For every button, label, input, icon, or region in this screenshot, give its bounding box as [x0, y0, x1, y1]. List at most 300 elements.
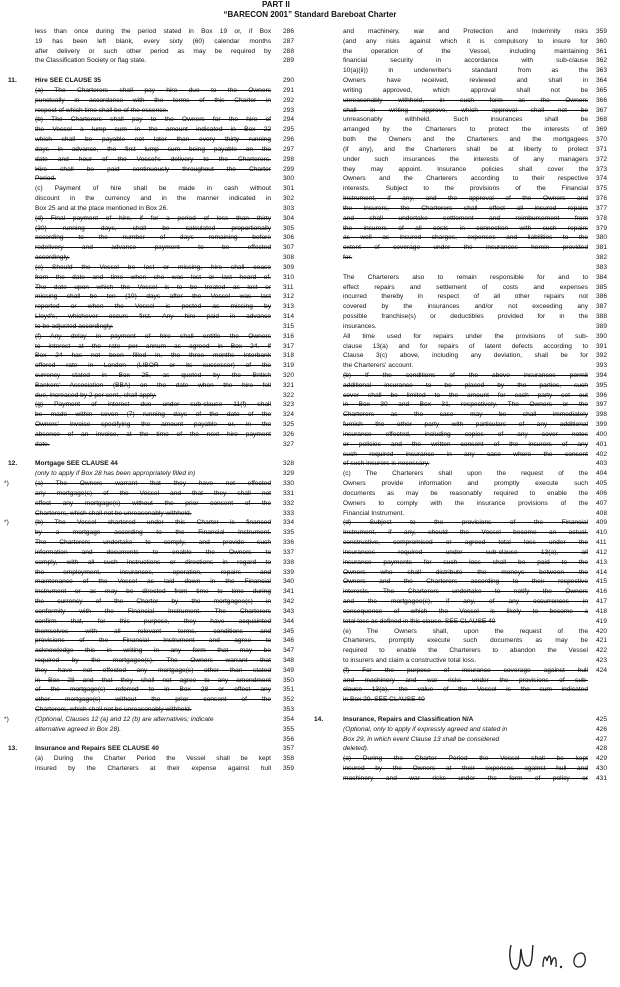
- line-number: 377: [596, 204, 608, 212]
- line-number: 314: [283, 313, 295, 321]
- clause-line: [313, 361, 620, 371]
- line-number: 429: [596, 755, 608, 763]
- line-number: 391: [596, 342, 608, 350]
- clause-text: The Charterers undertake to comply, and provide such: [35, 539, 271, 547]
- line-number: 400: [596, 430, 608, 438]
- clause-line: [4, 666, 310, 676]
- line-number: 375: [596, 185, 608, 193]
- line-number: 345: [283, 627, 295, 635]
- line-number: 419: [596, 617, 608, 625]
- line-number: 384: [596, 273, 608, 281]
- line-number: 303: [283, 204, 295, 212]
- line-number: 315: [283, 322, 295, 330]
- clause-line: [4, 96, 310, 106]
- line-number: 380: [596, 234, 608, 242]
- clause-text: Financial Instrument.: [343, 509, 405, 517]
- clause-text: Box 24 has not been filled in, the three months Interbank: [35, 352, 271, 360]
- clause-line: [4, 676, 310, 686]
- clause-line: [313, 283, 620, 293]
- line-number: 390: [596, 332, 608, 340]
- clause-text: confirm that, for this purpose, they have acquainted: [35, 617, 271, 625]
- clause-text: additional insurance to be placed by the parties, such: [343, 381, 588, 389]
- line-number: 290: [283, 77, 295, 85]
- line-number: 340: [283, 578, 295, 586]
- clause-line: [313, 302, 620, 312]
- clause-text: of the mortgage(s) referred to in Box 28 or effect any: [35, 686, 271, 694]
- clause-text: (a) During the Charter Period the Vessel shall be kept: [343, 755, 588, 763]
- clause-text: less than once during the period stated in Box 19 or, if Box: [35, 28, 271, 35]
- alternative-marker: *): [4, 480, 9, 488]
- line-number: 353: [283, 706, 295, 714]
- line-number: 399: [596, 421, 608, 429]
- line-number: 376: [596, 195, 608, 203]
- clause-text: Instrument, if any, should the Vessel become an actual,: [343, 529, 588, 537]
- clause-text: discount in the currency and in the manner indicated in: [35, 195, 271, 203]
- clause-text: Bankers' Association (BBA) on the date when the hire fell: [35, 381, 271, 389]
- clause-text: to interest at the rate per annum as agreed in Box 24. If: [35, 342, 271, 350]
- left-column: [4, 27, 310, 774]
- line-number: 387: [596, 303, 608, 311]
- line-number: 392: [596, 352, 608, 360]
- clause-text: (d) Final payment of hire, if for a period of less than thirty: [35, 214, 271, 222]
- clause-heading: Mortgage SEE CLAUSE 44: [35, 460, 118, 468]
- clause-number: 14.: [314, 715, 324, 723]
- clause-text: offered rate in London (LIBOR or its successor) of the: [35, 362, 271, 370]
- line-number: 386: [596, 293, 608, 301]
- clause-text: (e) Should the Vessel be lost or missing, hire shall cease: [35, 263, 271, 271]
- clause-line: [4, 587, 310, 597]
- clause-line: [4, 174, 310, 184]
- line-number: 324: [283, 411, 295, 419]
- line-number: 362: [596, 57, 608, 65]
- line-number: 329: [283, 470, 295, 478]
- line-number: 358: [283, 755, 295, 763]
- clause-line: [313, 548, 620, 558]
- clause-line: [313, 459, 620, 469]
- clause-text: accordingly.: [35, 254, 70, 262]
- clause-line: [313, 253, 620, 263]
- line-number: 337: [283, 548, 295, 556]
- clause-text: extent of coverage under the insurances herein provided: [343, 244, 588, 252]
- clause-line: [313, 76, 620, 86]
- clause-text: days in advance, the first lump sum being payable on the: [35, 145, 271, 153]
- clause-line: [313, 155, 620, 165]
- clause-line: [313, 568, 620, 578]
- line-number: 396: [596, 391, 608, 399]
- line-number: 352: [283, 696, 295, 704]
- clause-line: [313, 440, 620, 450]
- clause-text: in Box 28 and that they shall not agree to any amendment: [35, 676, 271, 684]
- line-number: 430: [596, 765, 608, 773]
- clause-text: Charterers as the case may be shall immediately: [343, 411, 588, 419]
- clause-text: Owners to comply with the insurance provisions of the: [343, 499, 588, 507]
- clause-line: [313, 764, 620, 774]
- clause-text: and the mortgagee(s), if any, of any occurrences in: [343, 598, 588, 606]
- line-number: 374: [596, 175, 608, 183]
- clause-text: consequence of which the Vessel is likely to become a: [343, 607, 588, 615]
- clause-text: (f) Any delay in payment of hire shall entitle the Owners: [35, 332, 271, 340]
- clause-line: [4, 440, 310, 450]
- clause-line: [4, 430, 310, 440]
- line-number: 351: [283, 686, 295, 694]
- clause-line: [313, 774, 620, 784]
- clause-text: and machinery and war risks under the provisions of sub-: [343, 676, 588, 684]
- clause-text: clause 13(a) and for repairs of latent defects according to: [343, 342, 588, 350]
- clause-text: the insurers, the Charterers shall effect all insured repairs: [343, 204, 588, 212]
- clause-text: according to the number of days remaining before: [35, 234, 271, 242]
- clause-line: [4, 597, 310, 607]
- clause-text: incurred thereby in respect of all other repairs not: [343, 293, 588, 301]
- line-number: 382: [596, 254, 608, 262]
- line-number: 402: [596, 450, 608, 458]
- line-number: 320: [283, 371, 295, 379]
- line-number: 427: [596, 735, 608, 743]
- clause-text: 10(a)(ii)) in underwriter's standard from as the: [343, 67, 588, 75]
- clause-text: redelivery and advance payment to be effected: [35, 244, 271, 252]
- clause-heading: Hire SEE CLAUSE 35: [35, 77, 101, 85]
- line-number: 409: [596, 519, 608, 527]
- clause-text: conformity with the Financial Instrument. The Charterers: [35, 607, 271, 615]
- clause-line: [4, 577, 310, 587]
- clause-line: [4, 312, 310, 322]
- clause-text: The date upon which the Vessel is to be treated as lost or: [35, 283, 271, 291]
- line-number: 319: [283, 362, 295, 370]
- line-number: 348: [283, 657, 295, 664]
- clause-line: [4, 361, 310, 371]
- clause-text: All time used for repairs under the provisions of sub-: [343, 332, 588, 340]
- clause-line: [4, 332, 310, 342]
- clause-text: (only to apply if Box 28 has been appropriately filled in): [35, 470, 196, 478]
- clause-text: covered by the insurances and/or not exceeding any: [343, 303, 588, 311]
- line-number: 338: [283, 558, 295, 566]
- clause-number: 11.: [8, 77, 17, 85]
- clause-text: shall in writing approve, which approval shall not be: [343, 106, 588, 114]
- clause-text: they have not effected any mortgage(s) other than stated: [35, 666, 271, 674]
- clause-text: financial security in accordance with sub-clause: [343, 57, 588, 65]
- clause-text: Charterers, which shall not be unreasonably withheld.: [35, 706, 192, 714]
- line-number: 318: [283, 352, 295, 360]
- clause-text: Owners' invoice specifying the amount payable or, in the: [35, 421, 271, 429]
- clause-text: comply, with all such instructions or directions in regard to: [35, 558, 271, 566]
- clause-line: [313, 695, 620, 705]
- clause-text: Period.: [35, 175, 56, 183]
- clause-line: [313, 617, 620, 627]
- line-number: 292: [283, 96, 295, 104]
- clause-text: Lloyd's, whichever occurs first. Any hire paid in advance: [35, 313, 271, 321]
- clause-line: [313, 528, 620, 538]
- clause-text: provisions of the Financial Instrument and agree to: [35, 637, 271, 645]
- clause-line: [4, 754, 310, 764]
- line-number: 334: [283, 519, 295, 527]
- clause-line: [4, 263, 310, 273]
- clause-line: [313, 115, 620, 125]
- clause-line: [313, 145, 620, 155]
- line-number: 363: [596, 67, 608, 75]
- clause-line: [313, 518, 620, 528]
- clause-text: reported or when the Vessel is posted as missing by: [35, 303, 271, 311]
- line-number: 418: [596, 607, 608, 615]
- clause-text: constructive, compromised or agreed total loss under the: [343, 539, 588, 547]
- clause-text: the insurers of all costs in connection with such repairs: [343, 224, 588, 232]
- line-number: 305: [283, 224, 295, 232]
- clause-text: effect repairs and settlement of costs and expenses: [343, 283, 588, 291]
- clause-line: [4, 204, 310, 214]
- clause-line: [4, 558, 310, 568]
- line-number: 379: [596, 224, 608, 232]
- clause-line: [4, 135, 310, 145]
- clause-text: Hire shall be paid continuously throughout the Charter: [35, 165, 271, 173]
- clause-line: [313, 636, 620, 646]
- clause-line: [4, 656, 310, 666]
- clause-text: they may appoint. Insurance policies shall cover the: [343, 165, 588, 173]
- clause-text: total loss as defined in this clause. SEE CLAUSE 40: [343, 617, 496, 625]
- clause-line: [4, 568, 310, 578]
- clause-text: Charterers, which shall not be unreasonably withheld.: [35, 509, 192, 517]
- clause-text: punctually in accordance with the terms of this Charter in: [35, 96, 271, 104]
- part-label: PART II: [262, 0, 290, 9]
- clause-line: [4, 646, 310, 656]
- clause-line: [313, 47, 620, 57]
- line-number: 339: [283, 568, 295, 576]
- clause-line: [313, 499, 620, 509]
- clause-text: 19 has been left blank, every sixty (60) calendar months: [35, 37, 271, 45]
- line-number: 389: [596, 322, 608, 330]
- clause-text: insurances.: [343, 322, 377, 330]
- line-number: 406: [596, 489, 608, 497]
- clause-text: deleted).: [343, 745, 369, 753]
- line-number: 415: [596, 578, 608, 586]
- clause-line: [313, 420, 620, 430]
- clause-text: acknowledge this in writing in any form that may be: [35, 647, 271, 655]
- page-header: [0, 0, 620, 20]
- clause-line: [4, 764, 310, 774]
- clause-text: (g) Payment of interest due under sub-clause 11(f) shall: [35, 401, 271, 409]
- clause-line: [313, 312, 620, 322]
- clause-line: [313, 558, 620, 568]
- clause-line: [4, 292, 310, 302]
- clause-line: [313, 479, 620, 489]
- line-number: 349: [283, 666, 295, 674]
- clause-text: The Charterers also to remain responsible for and to: [343, 273, 588, 281]
- clause-text: (d) Subject to the provisions of the Financial: [343, 519, 588, 527]
- line-number: 286: [283, 28, 295, 35]
- line-number: 300: [283, 175, 295, 183]
- line-number: 288: [283, 47, 295, 55]
- clause-line: [4, 322, 310, 332]
- line-number: 372: [596, 155, 608, 163]
- line-number: 341: [283, 588, 295, 596]
- clause-line: [313, 597, 620, 607]
- clause-line: [4, 469, 310, 479]
- clause-line: [313, 342, 620, 352]
- clause-line: [4, 617, 310, 627]
- clause-line: [313, 656, 620, 666]
- clause-line: [313, 86, 620, 96]
- clause-text: Instrument, if any, and the approval of the Owners and: [343, 195, 588, 203]
- clause-text: (b) The Charterers shall pay to the Owners for the hire of: [35, 116, 271, 124]
- clause-text: interests. Subject to the provisions of the Financial: [343, 185, 588, 193]
- clause-heading: Insurance and Repairs SEE CLAUSE 40: [35, 745, 159, 753]
- clause-line: [4, 627, 310, 637]
- line-number: 404: [596, 470, 608, 478]
- line-number: 388: [596, 313, 608, 321]
- clause-line: [4, 47, 310, 57]
- line-number: 394: [596, 371, 608, 379]
- clause-line: [4, 233, 310, 243]
- clause-text: the Vessel a lump sum in the amount indicated in Box 22: [35, 126, 271, 134]
- line-number: 397: [596, 401, 608, 409]
- clause-line: [313, 676, 620, 686]
- clause-text: machinery and war risks under the form of policy or: [343, 774, 588, 782]
- line-number: 422: [596, 647, 608, 655]
- right-column: [313, 27, 620, 784]
- clause-line: [4, 224, 310, 234]
- clause-line: [4, 391, 310, 401]
- line-number: 342: [283, 598, 295, 606]
- clause-line: [4, 125, 310, 135]
- clause-line: [313, 233, 620, 243]
- line-number: 333: [283, 509, 295, 517]
- clause-text: unreasonably withheld, in such form as the Owners: [343, 96, 588, 104]
- line-number: 313: [283, 303, 295, 311]
- line-number: 417: [596, 598, 608, 606]
- clause-text: unreasonably withheld. Such insurances shall be: [343, 116, 588, 124]
- line-number: 307: [283, 244, 295, 252]
- line-number: 355: [283, 725, 295, 733]
- clause-text: required by the mortgagee(s). The Owners warrant that: [35, 657, 271, 664]
- clause-line: [313, 735, 620, 745]
- clause-text: Owners and the Charterers according to their respective: [343, 175, 588, 183]
- clause-line: [313, 400, 620, 410]
- clause-line: [313, 391, 620, 401]
- clause-line: [313, 715, 620, 725]
- line-number: 371: [596, 145, 608, 153]
- line-number: 366: [596, 96, 608, 104]
- line-number: 322: [283, 391, 295, 399]
- clause-line: [313, 666, 620, 676]
- clause-text: from the date and time when she was lost or last heard of.: [35, 273, 271, 281]
- line-number: 373: [596, 165, 608, 173]
- clause-text: Box 29, in which event Clause 13 shall be considered: [343, 735, 500, 743]
- clause-text: (c) Payment of hire shall be made in cash without: [35, 185, 271, 193]
- clause-text: themselves with all relevant terms, conditions and: [35, 627, 271, 635]
- clause-text: alternative agreed in Box 28).: [35, 725, 122, 733]
- clause-text: to be adjusted accordingly.: [35, 322, 113, 330]
- clause-line: [4, 459, 310, 469]
- line-number: 308: [283, 254, 295, 262]
- line-number: 383: [596, 263, 608, 271]
- line-number: 413: [596, 558, 608, 566]
- clause-text: in Box 29. SEE CLAUSE 40: [343, 696, 425, 704]
- line-number: 356: [283, 735, 295, 743]
- line-number: 327: [283, 440, 295, 448]
- line-number: 311: [283, 283, 294, 291]
- clause-text: Owners provide information and promptly execute such: [343, 480, 588, 488]
- line-number: 359: [596, 28, 608, 35]
- line-number: 426: [596, 725, 608, 733]
- clause-text: arranged by the Charterers to protect the interests of: [343, 126, 588, 134]
- clause-line: [4, 342, 310, 352]
- line-number: 385: [596, 283, 608, 291]
- clause-text: the currency of the Charter by the mortgagee(s) in: [35, 598, 271, 606]
- line-number: 361: [596, 47, 608, 55]
- line-number: 408: [596, 509, 608, 517]
- line-number: 316: [283, 332, 295, 340]
- line-number: 416: [596, 588, 608, 596]
- clause-line: [313, 430, 620, 440]
- line-number: 421: [596, 637, 608, 645]
- line-number: 343: [283, 607, 295, 615]
- clause-line: [313, 509, 620, 519]
- line-number: 298: [283, 155, 295, 163]
- clause-line: [313, 450, 620, 460]
- line-number: 411: [596, 539, 607, 547]
- clause-text: Charterers, promptly execute such documents as may be: [343, 637, 588, 645]
- clause-line: [4, 735, 310, 745]
- line-number: 295: [283, 126, 295, 134]
- clause-text: insured by the Owners at their expenses against hull and: [343, 765, 588, 773]
- line-number: 326: [283, 430, 295, 438]
- clause-line: [313, 135, 620, 145]
- line-number: 306: [283, 234, 295, 242]
- clause-line: [313, 214, 620, 224]
- clause-heading: Insurance, Repairs and Classification N/A: [343, 715, 474, 723]
- clause-line: [313, 224, 620, 234]
- clause-text: furnish the other party with particulars of any additional: [343, 421, 588, 429]
- clause-line: [4, 243, 310, 253]
- clause-line: [313, 577, 620, 587]
- clause-text: (a) During the Charter Period the Vessel shall be kept: [35, 755, 271, 763]
- clause-text: the Charterers' account.: [343, 362, 414, 370]
- signature-initials: [505, 937, 597, 977]
- clause-number: 13.: [8, 745, 18, 753]
- clause-line: [313, 371, 620, 381]
- clause-line: [4, 410, 310, 420]
- clause-text: Box 25 and at the place mentioned in Box 26.: [35, 204, 169, 212]
- clause-text: interests. The Charterers undertake to notify the Owners: [343, 588, 588, 596]
- line-number: 414: [596, 568, 608, 576]
- clause-text: information and documents to enable the Owners to: [35, 548, 271, 556]
- clause-line: [4, 86, 310, 96]
- clause-text: (c) The Charterers shall upon the request of the: [343, 470, 588, 478]
- clause-line: [4, 115, 310, 125]
- clause-text: both the Owners and the Charterers and the mortgagees: [343, 136, 588, 144]
- clause-text: absence of an invoice, at the time of the next hire payment: [35, 430, 271, 438]
- alternative-marker: *): [4, 519, 9, 527]
- clause-line: [313, 243, 620, 253]
- clause-text: to insurers and claim a constructive total loss.: [343, 657, 477, 664]
- clause-line: [4, 479, 310, 489]
- clause-text: the Classification Society or flag state.: [35, 57, 147, 65]
- clause-line: [313, 646, 620, 656]
- clause-text: (f) For the purpose of insurance coverage against hull: [343, 666, 588, 674]
- clause-text: insurance payments for such loss shall be paid to the: [343, 558, 588, 566]
- clause-line: [313, 263, 620, 273]
- line-number: 331: [283, 489, 295, 497]
- clause-line: [313, 744, 620, 754]
- line-number: 321: [283, 381, 295, 389]
- clause-text: Instrument or as may be directed from time to time during: [35, 588, 271, 596]
- line-number: 335: [283, 529, 295, 537]
- clause-line: [4, 253, 310, 263]
- line-number: 301: [283, 185, 295, 193]
- clause-text: insured by the Charterers at their expense against hull: [35, 765, 271, 773]
- clause-text: after delivery or such other period as may be required by: [35, 47, 271, 55]
- clause-text: any mortgage(s) of the Vessel and that they shall not: [35, 489, 271, 497]
- clause-line: [4, 450, 310, 460]
- clause-line: [4, 56, 310, 66]
- clause-text: insurances required under sub-clause 13(a), all: [343, 548, 588, 556]
